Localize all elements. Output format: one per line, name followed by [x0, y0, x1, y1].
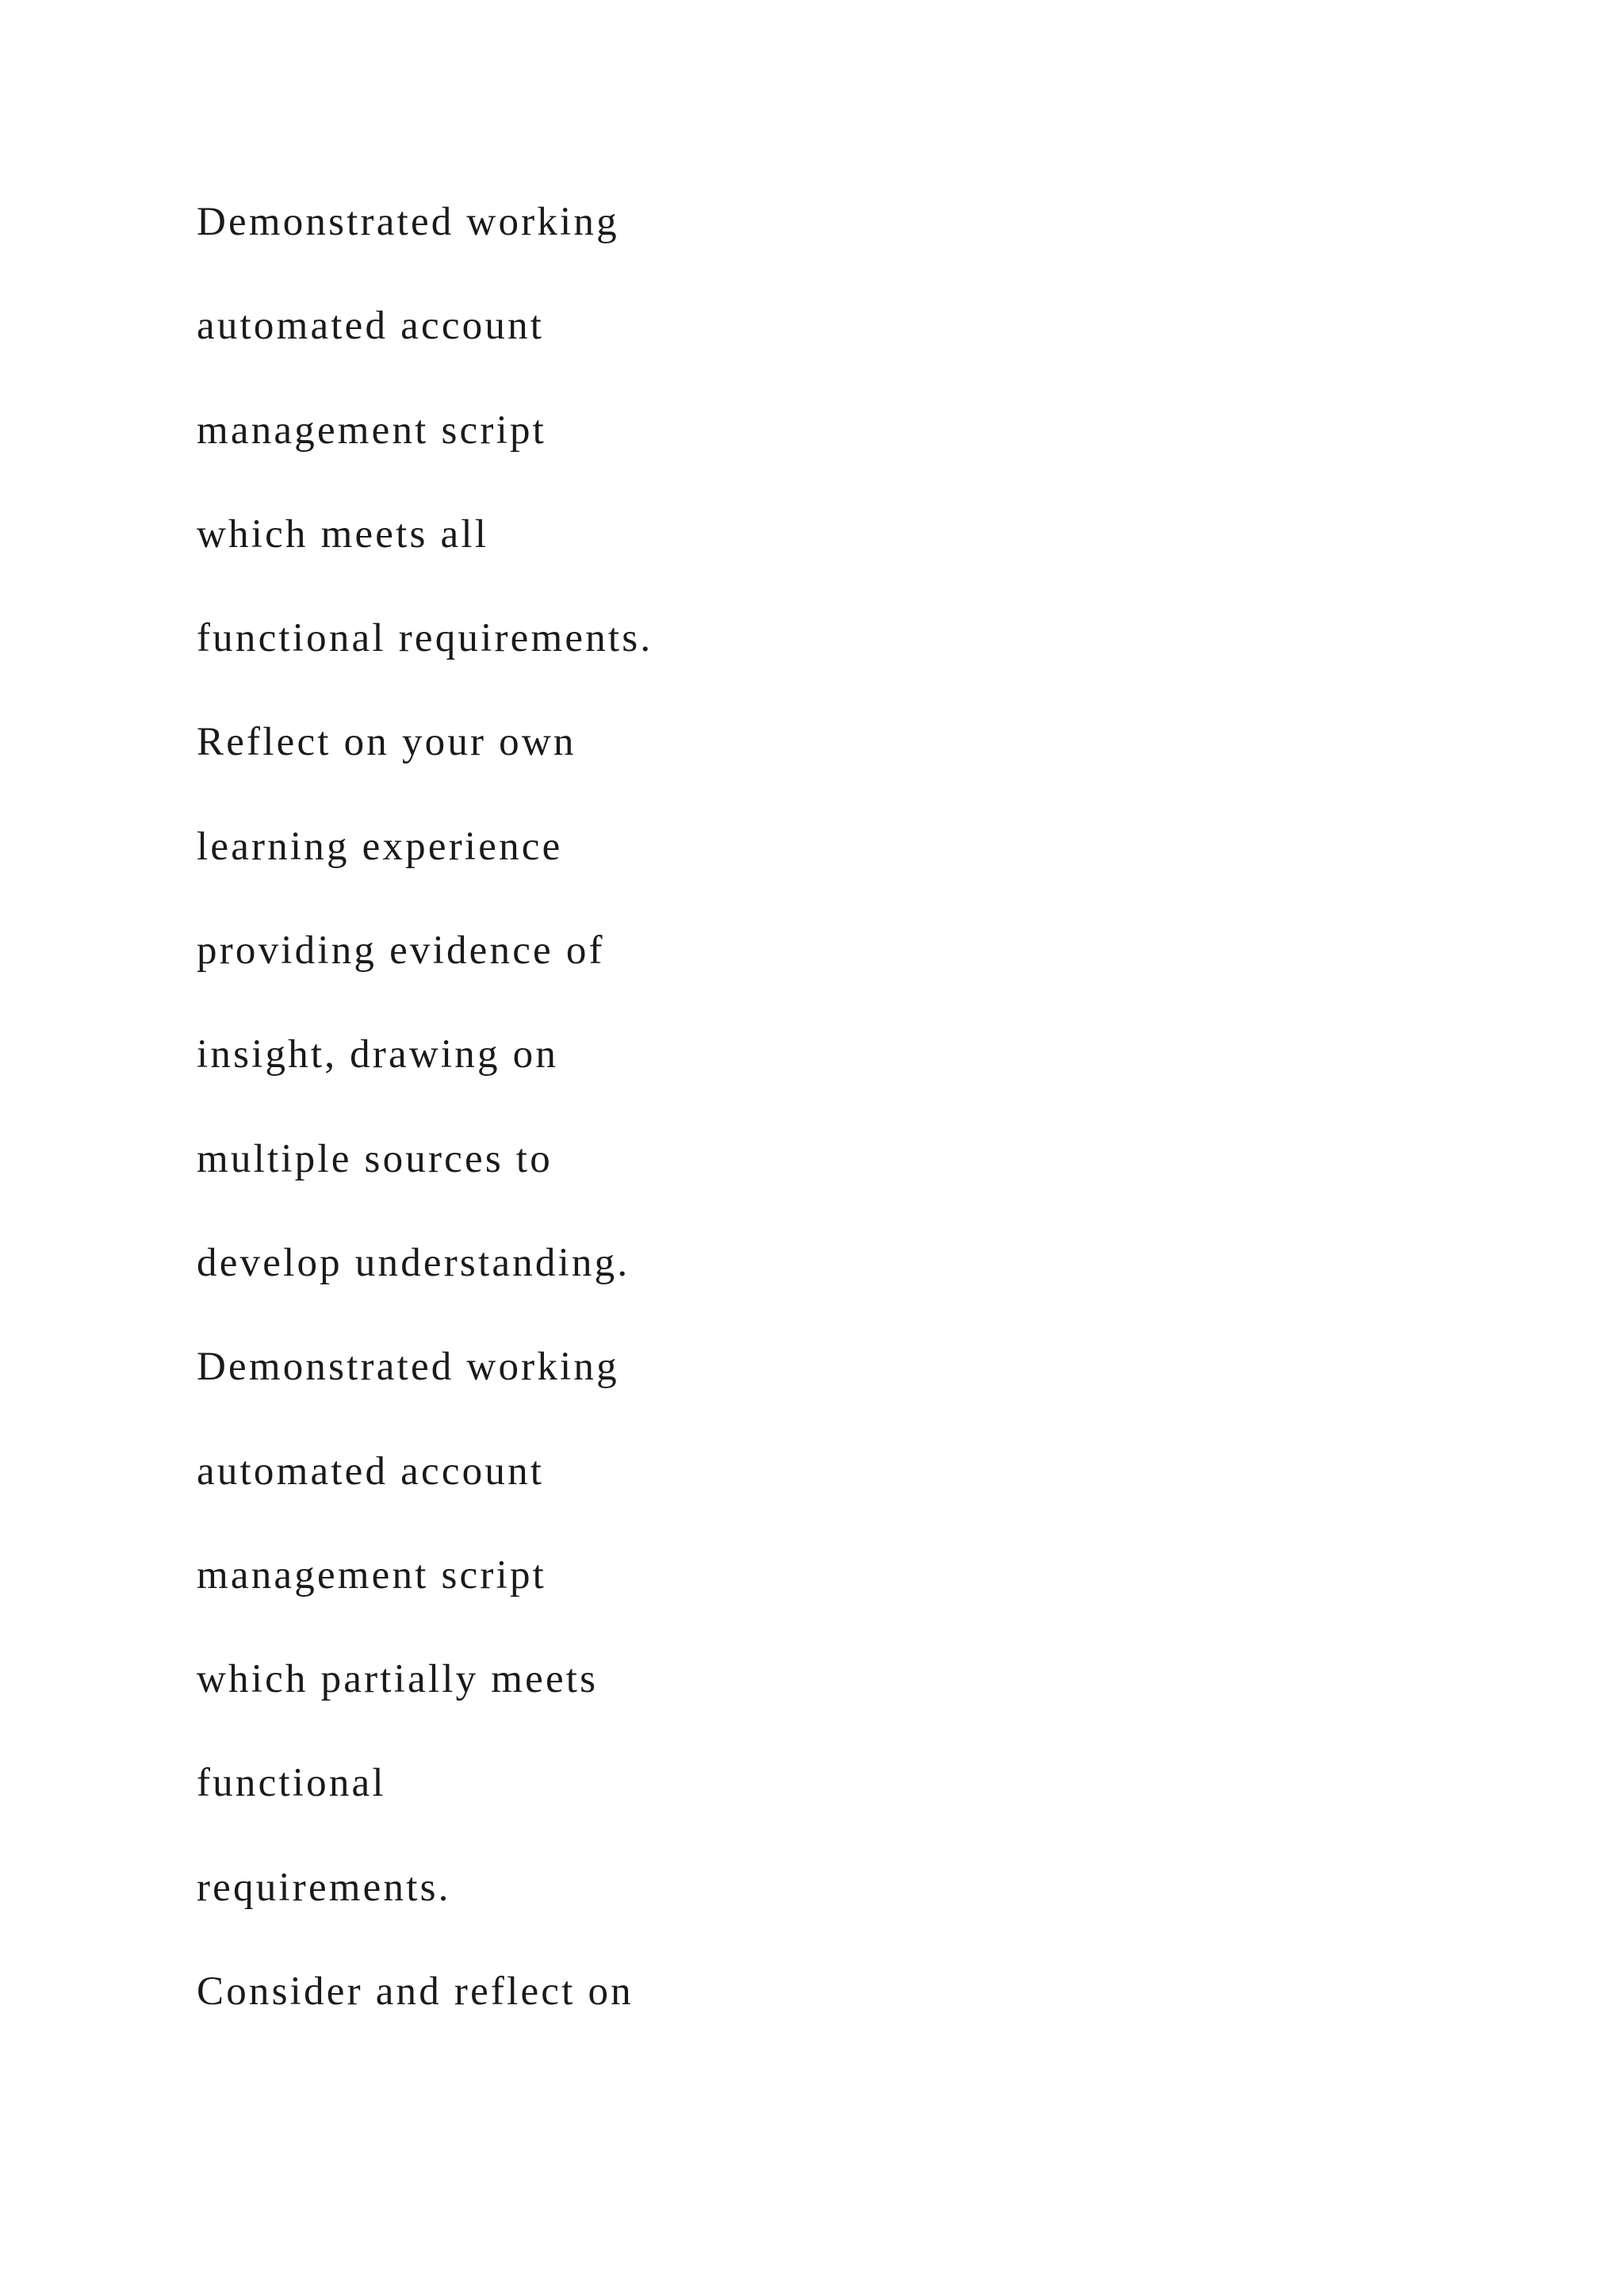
- text-line: develop understanding.: [197, 1240, 630, 1285]
- text-line: requirements.: [197, 1865, 451, 1910]
- text-line: providing evidence of: [197, 928, 605, 974]
- text-line: management script: [197, 1552, 547, 1598]
- text-line: automated account: [197, 304, 545, 349]
- text-line: Reflect on your own: [197, 720, 576, 765]
- text-line: automated account: [197, 1448, 545, 1494]
- text-line: Demonstrated working: [197, 200, 619, 244]
- text-line: functional requirements.: [197, 616, 653, 661]
- text-line: management script: [197, 408, 547, 453]
- text-line: Demonstrated working: [197, 1345, 619, 1390]
- text-line: Consider and reflect on: [197, 1969, 634, 2015]
- text-line: which partially meets: [197, 1657, 599, 1702]
- text-line: multiple sources to: [197, 1136, 553, 1181]
- text-line: learning experience: [197, 824, 563, 869]
- document-text: [197, 182, 1307, 2056]
- text-line: which meets all: [197, 511, 489, 557]
- text-line: functional: [197, 1761, 386, 1806]
- text-line: insight, drawing on: [197, 1032, 559, 1077]
